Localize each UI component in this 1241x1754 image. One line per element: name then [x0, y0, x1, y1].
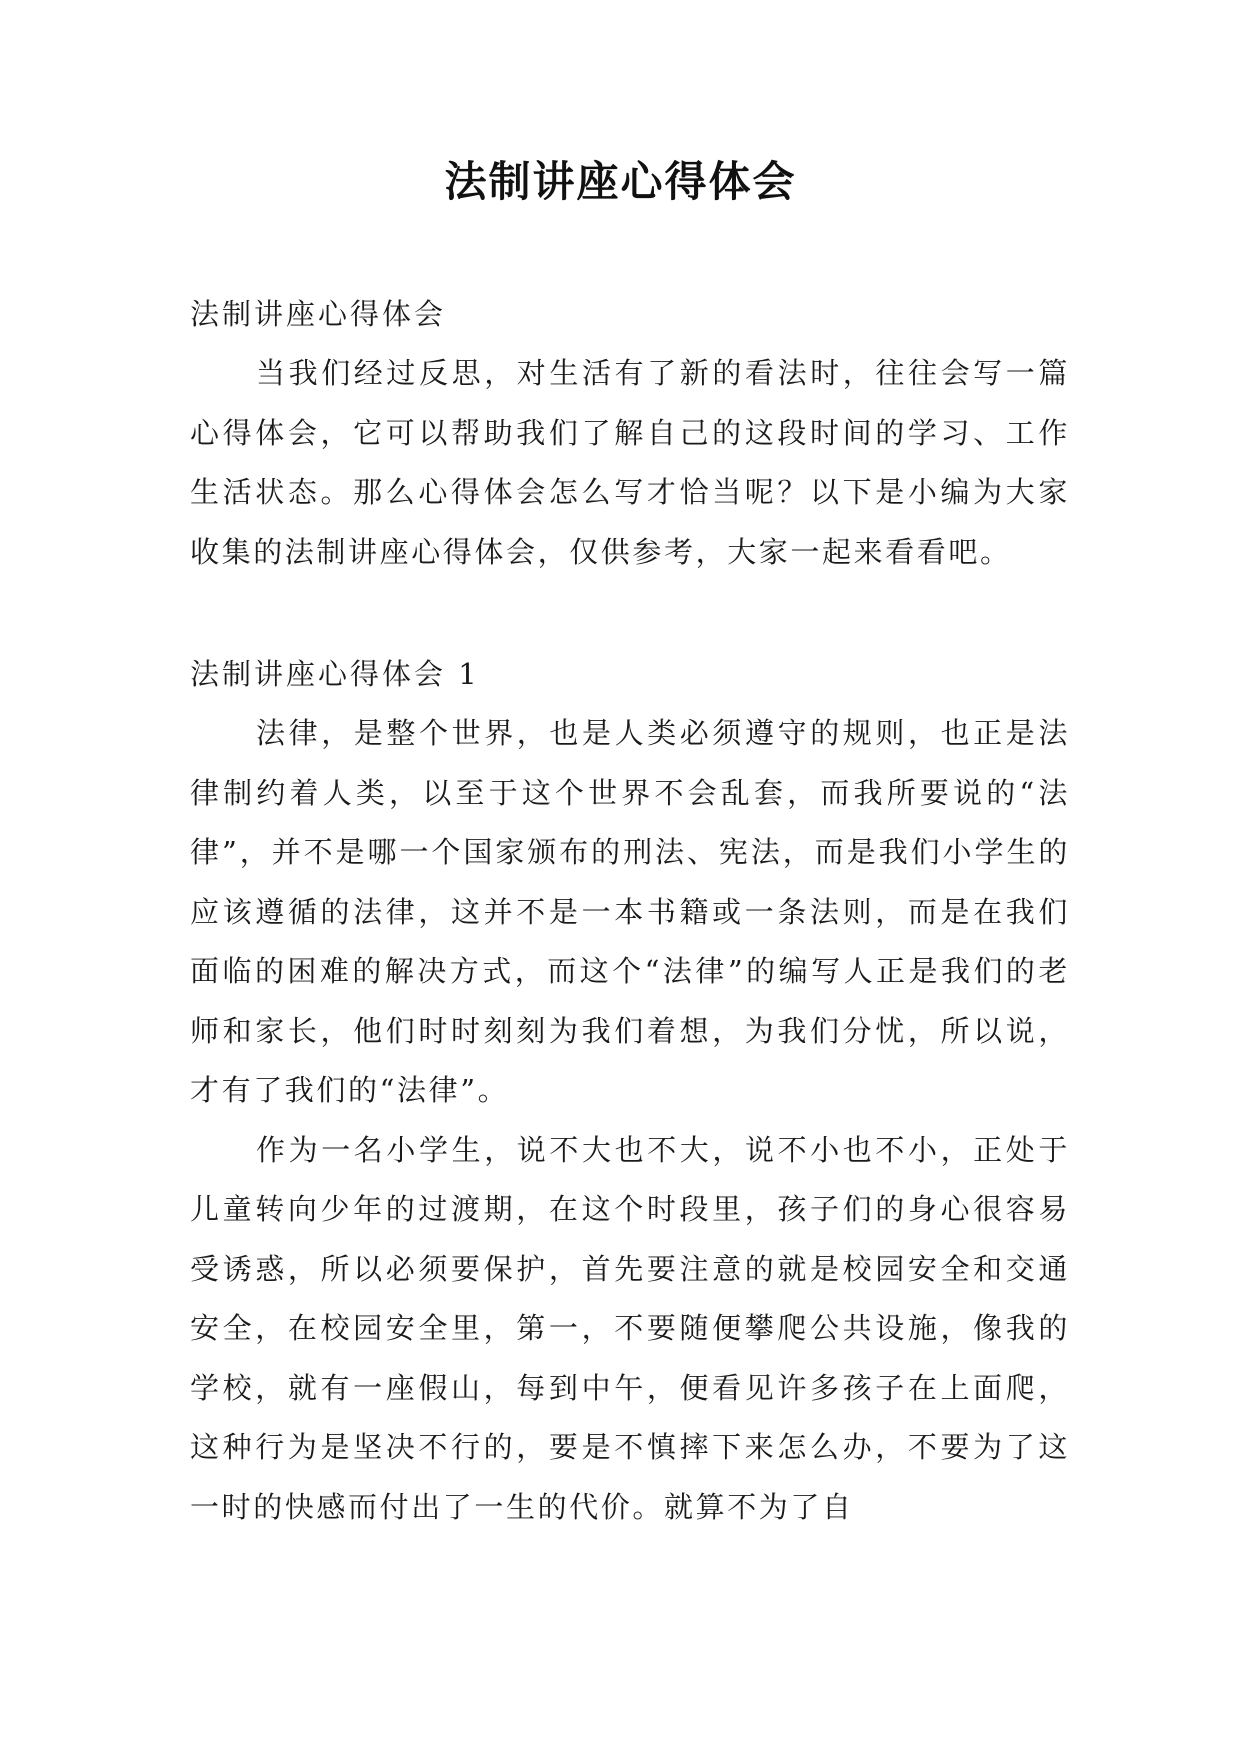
intro-paragraph: 当我们经过反思，对生活有了新的看法时，往往会写一篇心得体会，它可以帮助我们了解自己的这段时间的学习、工作生活状态。那么心得体会怎么写才恰当呢？以下是小编为大家收集的法制讲座心得体会，仅供参考，大家一起来看看吧。 — [190, 356, 1070, 569]
document-body — [190, 285, 1070, 1537]
document-title: 法制讲座心得体会 — [444, 157, 797, 206]
section1-heading: 法制讲座心得体会 1 — [190, 657, 480, 691]
section1-paragraph-1: 法律，是整个世界，也是人类必须遵守的规则，也正是法律制约着人类，以至于这个世界不会乱套，而我所要说的“法律”，并不是哪一个国家颁布的刑法、宪法，而是我们小学生的应该遵循的法律，这并不是一本书籍或一条法则，而是在我们面临的困难的解决方式，而这个“法律”的编写人正是我们的老师和家长，他们时时刻刻为我们着想，为我们分忧，所以说，才有了我们的“法律”。 — [190, 716, 1070, 1107]
section1-paragraph-2: 作为一名小学生，说不大也不大，说不小也不小，正处于儿童转向少年的过渡期，在这个时段里，孩子们的身心很容易受诱惑，所以必须要保护，首先要注意的就是校园安全和交通安全，在校园安全里，第一，不要随便攀爬公共设施，像我的学校，就有一座假山，每到中午，便看见许多孩子在上面爬，这种行为是坚决不行的，要是不慎摔下来怎么办，不要为了这一时的快感而付出了一生的代价。就算不为了自 — [190, 1132, 1070, 1524]
section-spacer — [190, 582, 1070, 645]
intro-heading: 法制讲座心得体会 — [190, 297, 447, 331]
